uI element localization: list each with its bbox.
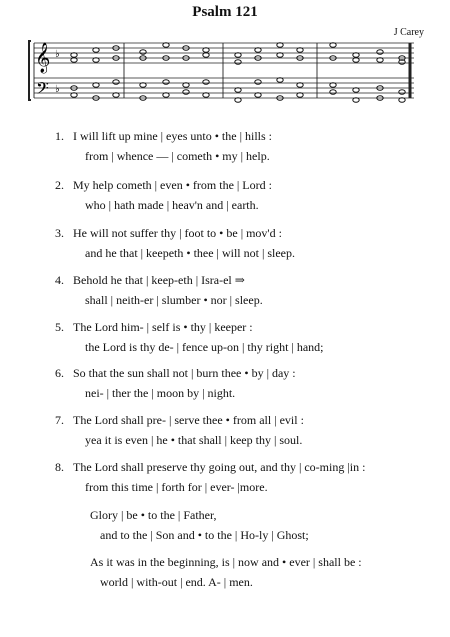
note-head <box>353 88 359 93</box>
doxology-line: and to the | Son and • to the | Ho-ly | Ghost; <box>100 528 309 542</box>
verse-line: who | hath made | heav'n and | earth. <box>85 198 259 212</box>
note-head <box>399 98 405 103</box>
note-head <box>235 53 241 58</box>
note-head <box>353 53 359 58</box>
note-head <box>71 93 77 98</box>
verse-line: and he that | keepeth • thee | will not | sleep. <box>85 246 296 260</box>
flat-key-signature-icon: ♭ <box>55 49 60 60</box>
note-head <box>330 90 336 95</box>
note-head <box>93 58 99 63</box>
verse-line: Behold he that | keep-eth | Isra-el ⇒ <box>73 273 245 287</box>
note-head <box>255 48 261 53</box>
note-head <box>203 80 209 85</box>
note-head <box>255 80 261 85</box>
note-head <box>297 83 303 88</box>
note-head <box>71 53 77 58</box>
note-head <box>140 83 146 88</box>
note-head <box>183 90 189 95</box>
note-head <box>277 53 283 58</box>
verse-line: nei- | ther the | moon by | night. <box>85 386 236 400</box>
note-head <box>203 93 209 98</box>
verse-number: 4. <box>55 273 64 287</box>
verse-number: 7. <box>55 413 64 427</box>
note-head <box>203 53 209 58</box>
verse-line: I will lift up mine | eyes unto • the | hills : <box>73 129 272 143</box>
verse-number: 8. <box>55 460 64 474</box>
verse-line: The Lord shall pre- | serve thee • from all | evil : <box>73 413 304 427</box>
verse-line: The Lord shall preserve thy going out, and thy | co-ming |in : <box>73 460 366 474</box>
note-head <box>93 48 99 53</box>
note-head <box>163 43 169 48</box>
note-head <box>113 80 119 85</box>
verse-line: from | whence — | cometh • my | help. <box>85 149 270 163</box>
note-head <box>71 58 77 63</box>
note-head <box>140 50 146 55</box>
note-head <box>235 88 241 93</box>
note-head <box>297 48 303 53</box>
note-head <box>377 58 383 63</box>
verse-line: The Lord him- | self is • thy | keeper : <box>73 320 253 334</box>
note-head <box>399 90 405 95</box>
verse-number: 3. <box>55 226 64 240</box>
note-head <box>277 43 283 48</box>
note-head <box>203 48 209 53</box>
verse-line: from this time | forth for | ever- |more. <box>85 480 268 494</box>
note-head <box>277 78 283 83</box>
note-head <box>330 83 336 88</box>
flat-key-signature-icon: ♭ <box>55 84 60 95</box>
note-head <box>353 98 359 103</box>
doxology-line: world | with-out | end. A- | men. <box>100 575 253 589</box>
bass-clef-icon: 𝄢 <box>36 78 49 102</box>
verse-number: 1. <box>55 129 64 143</box>
note-head <box>113 93 119 98</box>
note-head <box>353 58 359 63</box>
treble-clef-icon: 𝄞 <box>35 43 51 73</box>
note-head <box>183 83 189 88</box>
verse-line: yea it is even | he • that shall | keep thy | soul. <box>85 433 303 447</box>
note-head <box>330 43 336 48</box>
note-head <box>163 93 169 98</box>
doxology-as-it-was <box>90 552 362 589</box>
note-head <box>235 60 241 65</box>
verse-line: My help cometh | even • from the | Lord : <box>73 178 272 192</box>
note-head <box>163 80 169 85</box>
note-head <box>255 93 261 98</box>
verse-line: the Lord is thy de- | fence up-on | thy right | hand; <box>85 340 324 354</box>
note-head <box>297 93 303 98</box>
verse-number: 6. <box>55 366 64 380</box>
doxology-line: Glory | be • to the | Father, <box>90 508 217 522</box>
doxology-line: As it was in the beginning, is | now and • ever | shall be : <box>90 555 362 569</box>
verse-line: He will not suffer thy | foot to • be | mov'd : <box>73 226 282 240</box>
verse-number: 5. <box>55 320 64 334</box>
verse-number: 2. <box>55 178 64 192</box>
verse-line: shall | neith-er | slumber • nor | sleep. <box>85 293 263 307</box>
note-head <box>235 98 241 103</box>
psalm-title: Psalm 121 <box>192 4 258 20</box>
music-score <box>0 0 450 120</box>
composer-credit: J Carey <box>393 27 424 38</box>
verse-line: So that the sun shall not | burn thee • by | day : <box>73 366 296 380</box>
system-bracket <box>29 41 31 100</box>
note-head <box>93 83 99 88</box>
doxology-gloria <box>90 505 309 542</box>
note-head <box>377 50 383 55</box>
